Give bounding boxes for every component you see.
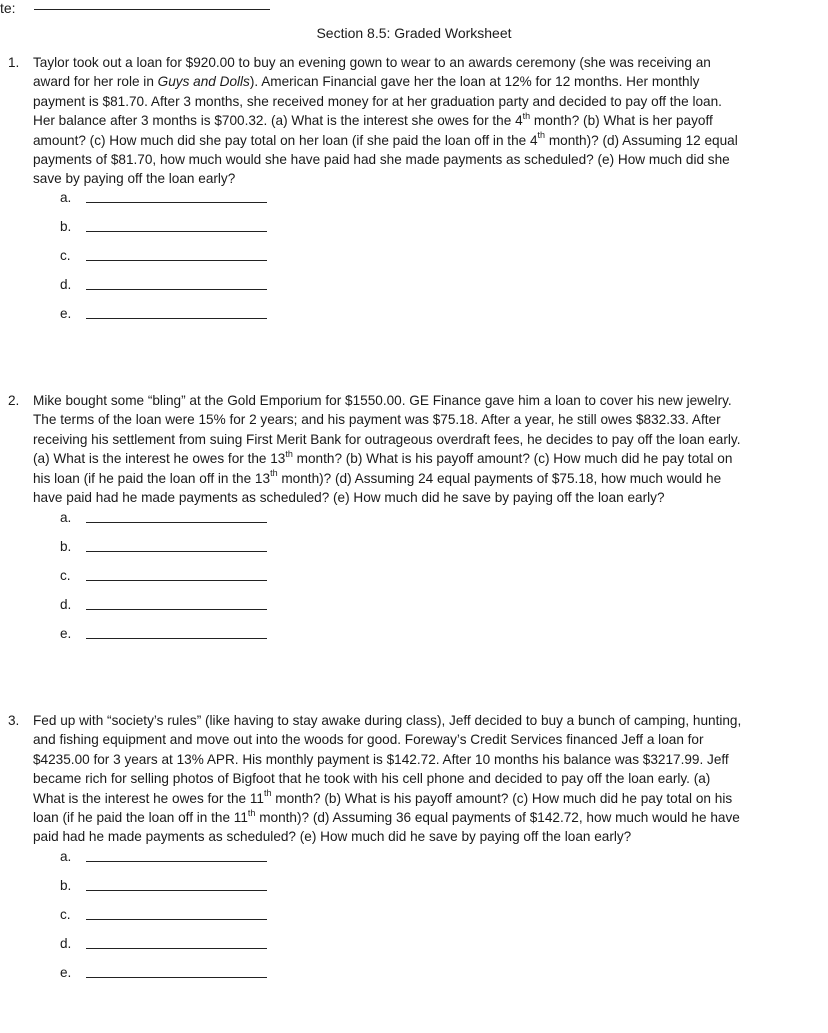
- text-run: payment is $81.70. After 3 months, she received money for at her graduation party and decided to pay off the loan.: [33, 93, 722, 109]
- text-run: became rich for selling photos of Bigfoot that he took with his cell phone and decided to pay off the loan early. (a): [33, 771, 711, 787]
- answer-row: [0, 848, 828, 868]
- text-line: [33, 131, 803, 150]
- text-line: [33, 449, 803, 468]
- answer-row: [0, 218, 828, 238]
- answer-blank-line[interactable]: [86, 580, 267, 581]
- problem-number: 1.: [8, 55, 20, 70]
- text-run: have paid had he made payments as scheduled? (e) How much did he save by paying off the loan early?: [33, 490, 665, 506]
- answer-row: [0, 625, 828, 645]
- header-label: te:: [0, 0, 16, 16]
- ordinal-suffix: th: [537, 130, 546, 141]
- answer-label: a.: [60, 510, 72, 525]
- problem-text: [33, 53, 803, 189]
- text-run: payments of $81.70, how much would she have paid had she made payments as scheduled? (e) How much did she: [33, 152, 730, 168]
- answer-blank-line[interactable]: [86, 231, 267, 232]
- text-run: award for her role in: [33, 74, 158, 90]
- answer-blank-line[interactable]: [86, 522, 267, 523]
- ordinal-suffix: th: [270, 468, 278, 479]
- text-run: What is the interest he owes for the 11: [33, 790, 264, 806]
- ordinal-suffix: th: [247, 807, 256, 818]
- answer-label: d.: [60, 597, 72, 612]
- answer-label: d.: [60, 936, 72, 951]
- text-run: Her balance after 3 months is $700.32. (a) What is the interest she owes for the 4: [33, 113, 523, 129]
- answer-row: [0, 276, 828, 296]
- worksheet-title: Section 8.5: Graded Worksheet: [316, 25, 512, 41]
- answer-row: [0, 935, 828, 955]
- text-run: month)? (d) Assuming 12 equal: [545, 132, 738, 148]
- answer-label: c.: [60, 248, 71, 263]
- text-line: [33, 111, 803, 130]
- text-run: month? (b) What is his payoff amount? (c) How much did he pay total on: [292, 451, 733, 467]
- text-run: month? (b) What is his payoff amount? (c) How much did he pay total on his: [271, 790, 733, 806]
- ordinal-suffix: th: [285, 448, 293, 459]
- text-line: [33, 750, 803, 769]
- answer-row: [0, 189, 828, 209]
- text-line: [33, 92, 803, 111]
- answer-row: [0, 538, 828, 558]
- text-line: [33, 827, 803, 846]
- answer-label: a.: [60, 849, 72, 864]
- problem-text: [33, 391, 803, 507]
- answer-row: [0, 596, 828, 616]
- text-run: month)? (d) Assuming 24 equal payments of $75.18, how much would he: [277, 470, 722, 486]
- problem-text: [33, 711, 803, 847]
- answer-label: b.: [60, 539, 72, 554]
- text-run: Fed up with “society’s rules” (like having to stay awake during class), Jeff decided to buy a bunch of camping, hunting,: [33, 713, 742, 728]
- text-run: receiving his settlement from suing First Merit Bank for outrageous overdraft fees, he decides to pay off the loan early.: [33, 431, 741, 447]
- answer-blank-line[interactable]: [86, 260, 267, 261]
- text-line: [33, 808, 803, 827]
- text-run: ). American Financial gave her the loan at 12% for 12 months. Her monthly: [249, 74, 700, 90]
- name-blank-line[interactable]: [34, 9, 270, 10]
- text-run: and fishing equipment and move out into the woods for good. Foreway’s Credit Services financed Jeff a loan for: [33, 732, 704, 748]
- problem-number: 2.: [8, 393, 20, 408]
- text-line: [33, 53, 803, 72]
- answer-blank-line[interactable]: [86, 948, 267, 949]
- answer-label: e.: [60, 626, 72, 641]
- answer-label: b.: [60, 878, 72, 893]
- answer-label: b.: [60, 219, 72, 234]
- text-line: [33, 730, 803, 749]
- text-run: loan (if he paid the loan off in the 11: [33, 810, 248, 826]
- text-run: Taylor took out a loan for $920.00 to buy an evening gown to wear to an awards ceremony (she was receiving an: [33, 55, 711, 70]
- answer-label: c.: [60, 907, 71, 922]
- text-run: save by paying off the loan early?: [33, 171, 236, 187]
- text-run: month? (b) What is her payoff: [530, 113, 713, 129]
- answer-row: [0, 509, 828, 529]
- answer-row: [0, 906, 828, 926]
- answer-label: e.: [60, 306, 72, 321]
- text-line: [33, 769, 803, 788]
- text-run: (a) What is the interest he owes for the 13: [33, 451, 286, 467]
- answer-blank-line[interactable]: [86, 202, 267, 203]
- text-line: [33, 410, 803, 429]
- text-run: The terms of the loan were 15% for 2 years; and his payment was $75.18. After a year, he still owes $832.33. After: [33, 412, 721, 428]
- answer-row: [0, 247, 828, 267]
- italic-title: Guys and Dolls: [157, 74, 250, 90]
- text-run: paid had he made payments as scheduled? (e) How much did he save by paying off the loan early?: [33, 829, 632, 845]
- text-line: [33, 150, 803, 169]
- text-run: his loan (if he paid the loan off in the 13: [33, 470, 271, 486]
- answer-blank-line[interactable]: [86, 638, 267, 639]
- answer-blank-line[interactable]: [86, 977, 267, 978]
- text-line: [33, 789, 803, 808]
- answer-label: d.: [60, 277, 72, 292]
- text-run: Mike bought some “bling” at the Gold Emporium for $1550.00. GE Finance gave him a loan to cover his new jewelry.: [33, 393, 732, 408]
- answer-blank-line[interactable]: [86, 289, 267, 290]
- text-run: amount? (c) How much did she pay total on her loan (if she paid the loan off in the 4: [33, 132, 538, 148]
- answer-blank-line[interactable]: [86, 318, 267, 319]
- answer-blank-line[interactable]: [86, 609, 267, 610]
- ordinal-suffix: th: [263, 788, 272, 799]
- answer-blank-line[interactable]: [86, 890, 267, 891]
- problem-number: 3.: [8, 713, 20, 728]
- text-line: [33, 391, 803, 410]
- answer-blank-line[interactable]: [86, 551, 267, 552]
- text-line: [33, 711, 803, 730]
- answer-label: e.: [60, 965, 72, 980]
- text-line: [33, 169, 803, 188]
- answer-row: [0, 877, 828, 897]
- answer-row: [0, 567, 828, 587]
- text-run: $4235.00 for 3 years at 13% APR. His monthly payment is $142.72. After 10 months his balance was $3217.99. Jeff: [33, 751, 729, 767]
- text-line: [33, 488, 803, 507]
- answer-row: [0, 964, 828, 984]
- text-line: [33, 72, 803, 91]
- ordinal-suffix: th: [522, 110, 531, 121]
- answer-row: [0, 305, 828, 325]
- text-run: month)? (d) Assuming 36 equal payments of $142.72, how much would he have: [255, 810, 740, 826]
- text-line: [33, 469, 803, 488]
- answer-label: a.: [60, 190, 72, 205]
- answer-blank-line[interactable]: [86, 919, 267, 920]
- answer-blank-line[interactable]: [86, 861, 267, 862]
- answer-label: c.: [60, 568, 71, 583]
- text-line: [33, 430, 803, 449]
